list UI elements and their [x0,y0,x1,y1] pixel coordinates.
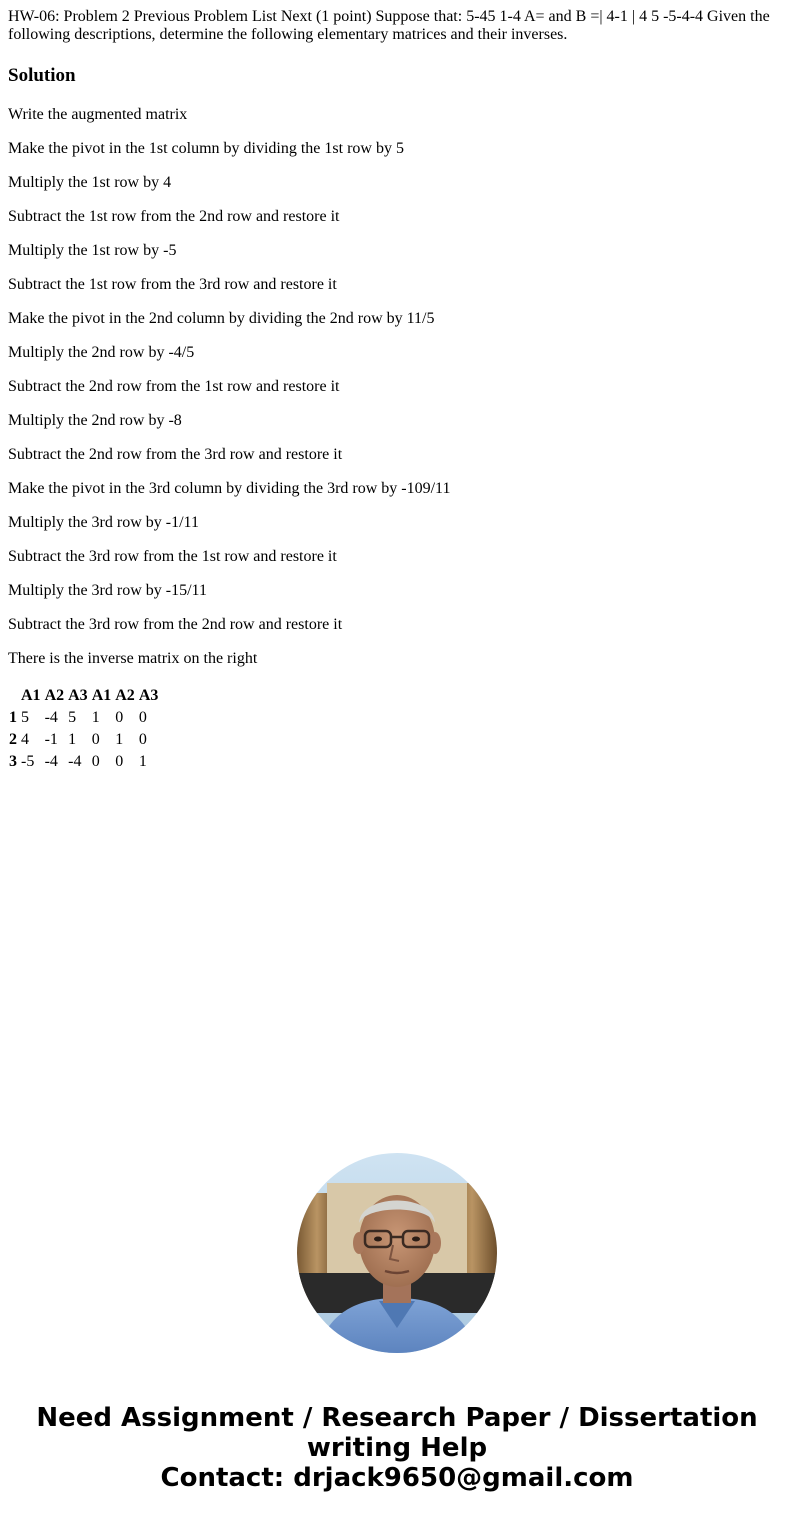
table-cell: -4 [68,753,82,770]
table-cell: 0 [91,753,100,770]
header-cell: A2 [115,687,135,704]
table-cell: 4 [21,731,29,748]
header-cell: A3 [68,687,88,704]
solution-steps [8,106,786,668]
table-row [8,752,159,772]
table-cell: 5 [68,709,77,726]
author-avatar [297,1153,497,1353]
table-cell: 1 [68,731,77,748]
table-row [8,708,159,728]
solution-step: Make the pivot in the 1st column by dividing the 1st row by 5 [8,140,404,157]
header-cell: A2 [44,687,65,704]
solution-step: Subtract the 3rd row from the 1st row and restore it [8,548,337,565]
problem-statement: HW-06: Problem 2 Previous Problem List Next (1 point) Suppose that: 5-45 1-4 A= and B =| 4-1 | 4 5 -5-4-4 Given the following descriptions, determine the following elementary matrices and their inverses. [8,8,770,43]
solution-step: Subtract the 2nd row from the 3rd row and restore it [8,446,343,463]
promo-banner [0,1403,794,1493]
contact-email: Contact: drjack9650@gmail.com [160,1463,634,1493]
table-header-row [8,686,159,706]
solution-step: Write the augmented matrix [8,106,188,123]
table-cell: 0 [91,731,100,748]
row-header: 2 [9,731,17,748]
table-cell: 1 [115,731,124,748]
header-cell [8,686,18,706]
solution-step: Subtract the 2nd row from the 1st row and restore it [8,378,340,395]
solution-step: Multiply the 3rd row by -1/11 [8,514,199,531]
header-cell: A3 [138,687,159,704]
solution-step: Multiply the 2nd row by -8 [8,412,182,429]
table-cell: 0 [138,731,147,748]
promo-line: Need Assignment / Research Paper / Dissertation [36,1403,758,1433]
row-header: 1 [9,709,17,726]
solution-step: Subtract the 1st row from the 2nd row and restore it [8,208,340,225]
row-header: 3 [9,753,17,770]
table-cell: -4 [44,709,58,726]
solution-step: Multiply the 1st row by 4 [8,174,172,191]
table-cell: -5 [21,753,35,770]
table-cell: 5 [21,709,29,726]
table-cell: 1 [138,753,147,770]
solution-step: Make the pivot in the 3rd column by dividing the 3rd row by -109/11 [8,480,451,497]
avatar-portrait-image [297,1153,497,1353]
solution-step: There is the inverse matrix on the right [8,650,258,667]
table-cell: -4 [44,753,58,770]
solution-step: Subtract the 3rd row from the 2nd row and restore it [8,616,343,633]
table-row [8,730,159,750]
table-cell: 0 [115,709,124,726]
solution-step: Make the pivot in the 2nd column by dividing the 2nd row by 11/5 [8,310,435,327]
header-cell: A1 [91,687,112,704]
table-cell: 0 [138,709,147,726]
solution-step: Multiply the 2nd row by -4/5 [8,344,195,361]
table-cell: 1 [91,709,100,726]
solution-heading: Solution [8,65,76,86]
augmented-matrix-table [6,684,161,774]
table-cell: -1 [44,731,58,748]
promo-line: writing Help [306,1433,488,1463]
solution-step: Multiply the 3rd row by -15/11 [8,582,207,599]
solution-step: Subtract the 1st row from the 3rd row and restore it [8,276,337,293]
solution-step: Multiply the 1st row by -5 [8,242,177,259]
header-cell: A1 [21,687,41,704]
table-cell: 0 [115,753,124,770]
